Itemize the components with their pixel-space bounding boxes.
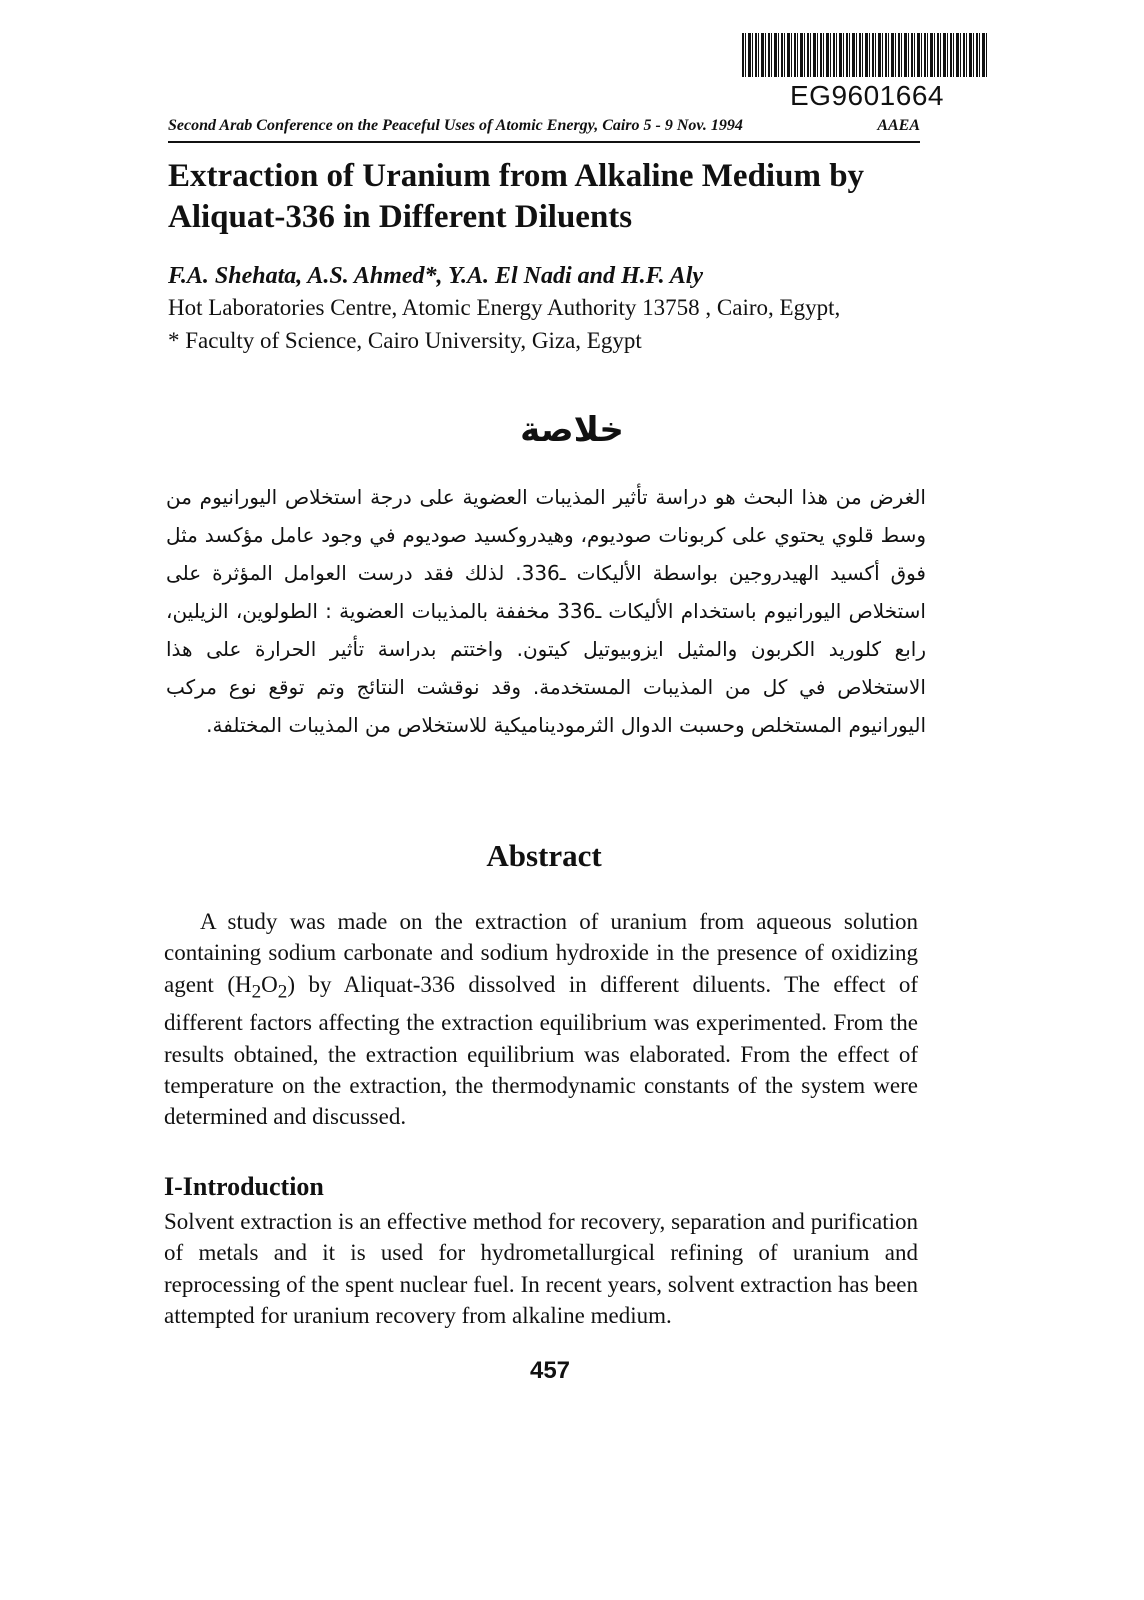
conference-header: [168, 117, 920, 135]
abstract-heading: Abstract: [486, 838, 602, 873]
paper-title: Extraction of Uranium from Alkaline Medium by Aliquat-336 in Different Diluents: [168, 158, 865, 235]
arabic-abstract-text: الغرض من هذا البحث هو دراسة تأثير المذيبات العضوية على درجة استخلاص اليورانيوم من وسط قلوي يحتوي على كربونات صوديوم، وهيدروكسيد صوديوم في وجود عامل مؤكسد مثل فوق أكسيد الهيدروجين بواسطة الأليكات ـ336. لذلك فقد درست العوامل المؤثرة على استخلاص اليورانيوم باستخدام الأليكات ـ336 مخففة بالمذيبات العضوية : الطولوين، الزيلين، رابع كلوريد الكربون والمثيل ايزوبيوتيل كيتون. واختتم بدراسة تأثير الحرارة على هذا الاستخلاص في كل من المذيبات المستخدمة. وقد نوقشت النتائج وتم توقع نوع مركب اليورانيوم المستخلص وحسبت الدوال الثرموديناميكية للاستخلاص من المذيبات المختلفة.: [166, 485, 926, 737]
subscript-h2: 2: [251, 981, 262, 1003]
subscript-o2: 2: [277, 981, 288, 1003]
abstract-text: [164, 906, 918, 1133]
barcode: [742, 33, 988, 77]
report-code: EG9601664: [790, 80, 944, 111]
page-number: 457: [529, 1357, 571, 1384]
arabic-abstract-heading: خلاصة: [520, 410, 624, 450]
organization-abbrev: AAEA: [877, 117, 920, 134]
affiliation-secondary: * Faculty of Science, Cairo University, Giza, Egypt: [168, 328, 642, 353]
abstract-text-part1: A study was made on the extraction of uranium from aqueous solution containing sodium carbonate and sodium hydroxide in the presence of oxidizing agent (H: [164, 909, 918, 997]
introduction-heading: I-Introduction: [164, 1172, 324, 1201]
conference-name: Second Arab Conference on the Peaceful Uses of Atomic Energy, Cairo 5 - 9 Nov. 1994: [168, 117, 743, 134]
abstract-text-part2: O: [261, 971, 278, 997]
affiliation-primary: Hot Laboratories Centre, Atomic Energy Authority 13758 , Cairo, Egypt,: [168, 295, 841, 320]
introduction-text: Solvent extraction is an effective method for recovery, separation and purification of metals and it is used for hydrometallurgical refining of uranium and reprocessing of the spent nuclear fuel. In recent years, solvent extraction has been attempted for uranium recovery from alkaline medium.: [164, 1209, 918, 1328]
paper-authors: F.A. Shehata, A.S. Ahmed*, Y.A. El Nadi and H.F. Aly: [168, 263, 704, 289]
header-rule: [168, 141, 920, 143]
abstract-text-part3: ) by Aliquat-336 dissolved in different diluents. The effect of different factors affecting the extraction equilibrium was experimented. From the results obtained, the extraction equilibrium was elaborated. From the effect of temperature on the extraction, the thermodynamic constants of the system were determined and discussed.: [164, 971, 919, 1130]
